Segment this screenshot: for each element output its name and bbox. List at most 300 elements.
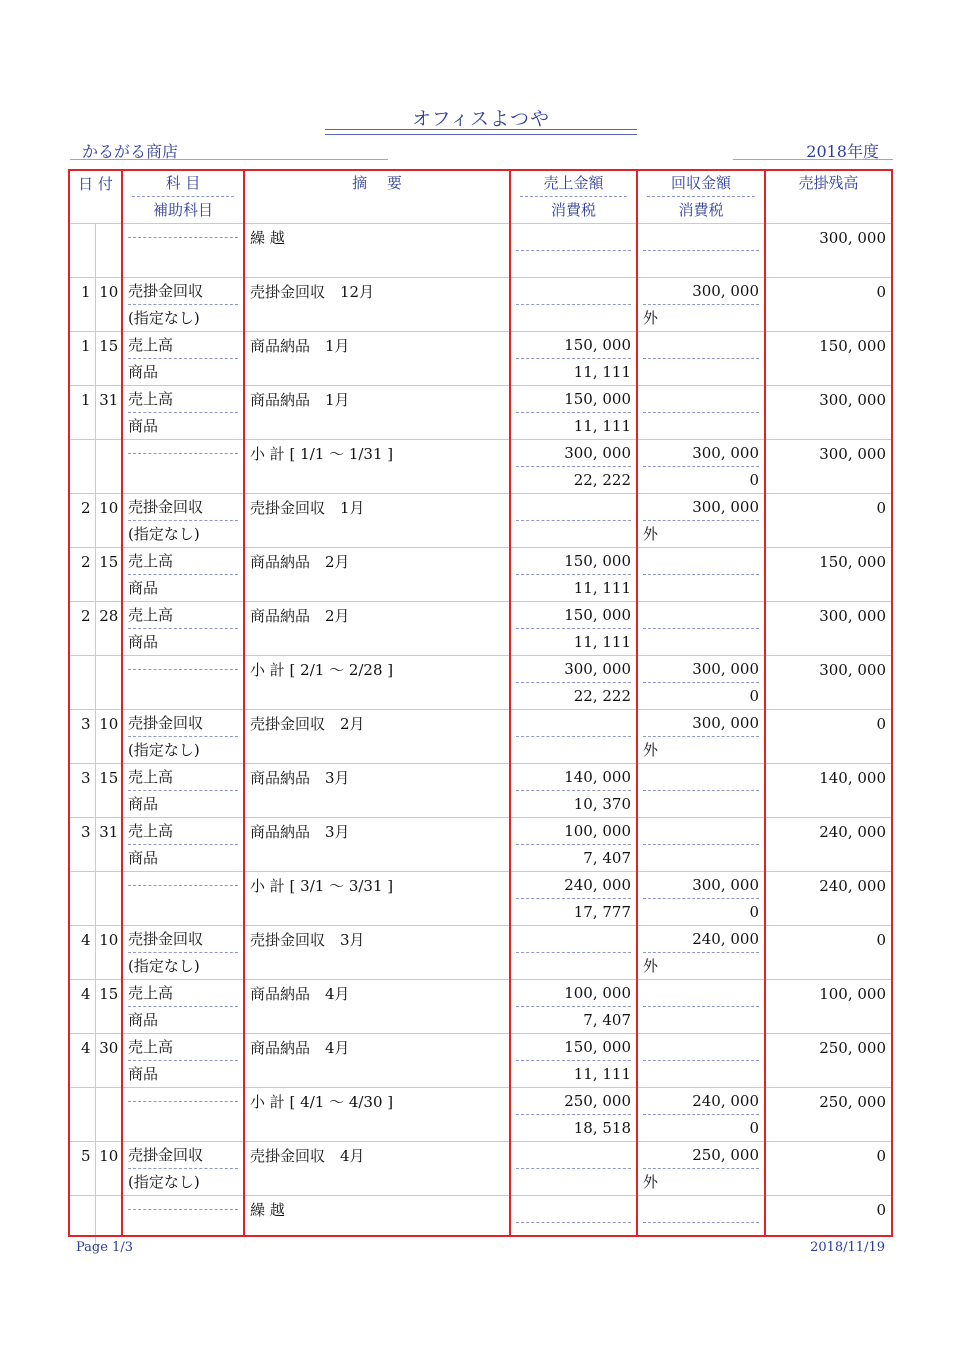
ledger-entry bbox=[69, 494, 892, 522]
entry-account: 売上高 bbox=[122, 818, 244, 846]
entry-sales bbox=[510, 224, 637, 252]
entry-month bbox=[69, 872, 95, 900]
entry-month: 1 bbox=[69, 332, 95, 360]
entry-day-blank bbox=[95, 1007, 122, 1034]
entry-description: 商品納品 4月 bbox=[244, 1034, 510, 1062]
ledger-entry-sub bbox=[69, 737, 892, 764]
entry-day-blank bbox=[95, 1115, 122, 1142]
entry-balance-blank bbox=[765, 899, 892, 926]
entry-description: 商品納品 2月 bbox=[244, 548, 510, 576]
entry-description-blank bbox=[244, 845, 510, 872]
entry-description-blank bbox=[244, 899, 510, 926]
entry-collected-tax: 外 bbox=[643, 309, 659, 327]
ledger-entry-sub bbox=[69, 359, 892, 386]
entry-subaccount: (指定なし) bbox=[128, 1173, 200, 1191]
entry-sales: 100, 000 bbox=[510, 980, 637, 1008]
entry-description: 商品納品 1月 bbox=[244, 386, 510, 414]
entry-description-blank bbox=[244, 953, 510, 980]
entry-sales: 150, 000 bbox=[510, 602, 637, 630]
ledger-entry bbox=[69, 386, 892, 414]
entry-day: 10 bbox=[95, 710, 122, 738]
company-name: オフィスよつや bbox=[412, 108, 550, 130]
entry-tax bbox=[510, 1223, 637, 1249]
entry-description: 売掛金回収 3月 bbox=[244, 926, 510, 954]
entry-tax: 11, 111 bbox=[573, 1065, 631, 1083]
entry-subaccount: (指定なし) bbox=[128, 525, 200, 543]
entry-collected bbox=[637, 1196, 765, 1224]
entry-balance-blank bbox=[765, 251, 892, 278]
entry-balance-blank bbox=[765, 1007, 892, 1034]
entry-balance: 250, 000 bbox=[765, 1088, 892, 1116]
entry-day bbox=[95, 440, 122, 468]
entry-tax bbox=[510, 953, 637, 980]
ledger-entry-sub bbox=[69, 899, 892, 926]
entry-sales bbox=[510, 1142, 637, 1170]
entry-day-blank bbox=[95, 683, 122, 710]
entry-collected: 300, 000 bbox=[637, 872, 765, 900]
entry-account bbox=[122, 872, 244, 900]
ledger-entry bbox=[69, 548, 892, 576]
entry-balance: 300, 000 bbox=[765, 440, 892, 468]
entry-collected bbox=[637, 1034, 765, 1062]
entry-collected-tax bbox=[637, 575, 765, 602]
entry-account: 売掛金回収 bbox=[122, 710, 244, 738]
entry-subaccount: (指定なし) bbox=[128, 741, 200, 759]
col-collected-tax-header: 消費税 bbox=[678, 201, 724, 219]
entry-day bbox=[95, 1196, 122, 1224]
entry-description-blank bbox=[244, 1115, 510, 1142]
ledger-entry bbox=[69, 278, 892, 306]
entry-collected: 300, 000 bbox=[637, 278, 765, 306]
print-date: 2018/11/19 bbox=[810, 1240, 885, 1255]
entry-balance: 300, 000 bbox=[765, 656, 892, 684]
ledger-entry bbox=[69, 710, 892, 738]
entry-balance-blank bbox=[765, 359, 892, 386]
entry-collected bbox=[637, 332, 765, 360]
entry-day bbox=[95, 656, 122, 684]
entry-balance-blank bbox=[765, 575, 892, 602]
entry-account: 売上高 bbox=[122, 386, 244, 414]
entry-month-blank bbox=[69, 791, 95, 818]
entry-month-blank bbox=[69, 737, 95, 764]
entry-sales: 150, 000 bbox=[510, 386, 637, 414]
entry-subaccount bbox=[122, 683, 244, 710]
entry-balance: 0 bbox=[765, 1142, 892, 1170]
entry-tax bbox=[510, 737, 637, 764]
entry-balance-blank bbox=[765, 845, 892, 872]
entry-description: 小 計 [ 4/1 ～ 4/30 ] bbox=[244, 1088, 510, 1116]
entry-month: 2 bbox=[69, 602, 95, 630]
fiscal-year: 2018年度 bbox=[806, 142, 879, 161]
entry-description-blank bbox=[244, 1007, 510, 1034]
entry-month bbox=[69, 1196, 95, 1224]
entry-balance-blank bbox=[765, 791, 892, 818]
entry-collected bbox=[637, 386, 765, 414]
entry-description-blank bbox=[244, 683, 510, 710]
ledger-entry bbox=[69, 1034, 892, 1062]
entry-balance-blank bbox=[765, 629, 892, 656]
ledger-entry bbox=[69, 1088, 892, 1116]
entry-collected-tax: 外 bbox=[643, 525, 659, 543]
entry-tax: 22, 222 bbox=[573, 687, 631, 705]
ledger-entry bbox=[69, 656, 892, 684]
entry-account: 売掛金回収 bbox=[122, 926, 244, 954]
ledger-entry-sub bbox=[69, 467, 892, 494]
ledger-entry bbox=[69, 980, 892, 1008]
entry-account bbox=[122, 224, 244, 252]
entry-tax: 22, 222 bbox=[573, 471, 631, 489]
entry-description: 商品納品 2月 bbox=[244, 602, 510, 630]
entry-account bbox=[122, 1196, 244, 1224]
entry-collected: 300, 000 bbox=[637, 710, 765, 738]
entry-month-blank bbox=[69, 1061, 95, 1088]
entry-description-blank bbox=[244, 1169, 510, 1196]
entry-balance: 150, 000 bbox=[765, 332, 892, 360]
entry-day-blank bbox=[95, 575, 122, 602]
entry-month-blank bbox=[69, 1169, 95, 1196]
col-sales-header: 売上金額 bbox=[510, 170, 637, 197]
entry-collected-tax: 外 bbox=[643, 957, 659, 975]
separator-sales bbox=[636, 170, 638, 1236]
entry-collected-tax: 0 bbox=[749, 687, 759, 705]
ledger-entry bbox=[69, 602, 892, 630]
entry-day-blank bbox=[95, 629, 122, 656]
entry-balance: 240, 000 bbox=[765, 818, 892, 846]
entry-day-blank bbox=[95, 521, 122, 548]
entry-collected-tax bbox=[637, 251, 765, 278]
entry-balance: 0 bbox=[765, 926, 892, 954]
entry-month: 5 bbox=[69, 1142, 95, 1170]
ledger-entry-sub bbox=[69, 953, 892, 980]
entry-balance: 0 bbox=[765, 710, 892, 738]
col-date-header: 日 付 bbox=[78, 174, 113, 193]
entry-tax bbox=[510, 305, 637, 332]
entry-day: 30 bbox=[95, 1034, 122, 1062]
entry-balance: 100, 000 bbox=[765, 980, 892, 1008]
ledger-entry-sub bbox=[69, 845, 892, 872]
customer-underline bbox=[70, 159, 388, 160]
entry-month: 4 bbox=[69, 926, 95, 954]
entry-balance: 300, 000 bbox=[765, 224, 892, 252]
entry-month: 3 bbox=[69, 764, 95, 792]
entry-collected-tax: 0 bbox=[749, 471, 759, 489]
entry-collected-tax bbox=[637, 1007, 765, 1034]
entry-month-blank bbox=[69, 1115, 95, 1142]
entry-month: 1 bbox=[69, 278, 95, 306]
entry-description-blank bbox=[244, 413, 510, 440]
entry-collected: 240, 000 bbox=[637, 926, 765, 954]
entry-subaccount bbox=[122, 1223, 244, 1249]
entry-day-blank bbox=[95, 305, 122, 332]
entry-balance: 150, 000 bbox=[765, 548, 892, 576]
entry-tax bbox=[510, 251, 637, 278]
entry-description: 売掛金回収 1月 bbox=[244, 494, 510, 522]
entry-balance-blank bbox=[765, 413, 892, 440]
entry-balance-blank bbox=[765, 737, 892, 764]
entry-balance-blank bbox=[765, 1115, 892, 1142]
ledger-entry-sub bbox=[69, 791, 892, 818]
entry-sales bbox=[510, 1196, 637, 1224]
entry-month-blank bbox=[69, 845, 95, 872]
ledger-entry-sub bbox=[69, 1007, 892, 1034]
entry-description-blank bbox=[244, 629, 510, 656]
entry-subaccount bbox=[122, 467, 244, 494]
entry-month-blank bbox=[69, 629, 95, 656]
entry-day: 28 bbox=[95, 602, 122, 630]
ledger-entry bbox=[69, 332, 892, 360]
entry-day bbox=[95, 872, 122, 900]
ledger-entry-sub bbox=[69, 521, 892, 548]
company-underline bbox=[325, 129, 637, 135]
entry-description-blank bbox=[244, 791, 510, 818]
ledger-entry-sub bbox=[69, 683, 892, 710]
ledger-entry bbox=[69, 818, 892, 846]
entry-day: 10 bbox=[95, 926, 122, 954]
entry-description: 小 計 [ 1/1 ～ 1/31 ] bbox=[244, 440, 510, 468]
entry-collected-tax: 0 bbox=[749, 1119, 759, 1137]
separator-account bbox=[243, 170, 245, 1236]
entry-balance: 0 bbox=[765, 1196, 892, 1224]
entry-day-blank bbox=[95, 1061, 122, 1088]
entry-tax bbox=[510, 1169, 637, 1196]
entry-subaccount: 商品 bbox=[128, 579, 159, 597]
entry-month bbox=[69, 656, 95, 684]
ledger-entry-sub bbox=[69, 251, 892, 278]
entry-day-blank bbox=[95, 899, 122, 926]
entry-sales bbox=[510, 494, 637, 522]
entry-day-blank bbox=[95, 413, 122, 440]
entry-month-blank bbox=[69, 521, 95, 548]
entry-description: 売掛金回収 2月 bbox=[244, 710, 510, 738]
entry-collected bbox=[637, 224, 765, 252]
entry-day: 15 bbox=[95, 548, 122, 576]
ledger-entry-sub bbox=[69, 1061, 892, 1088]
entry-month: 4 bbox=[69, 980, 95, 1008]
separator-date bbox=[121, 170, 123, 1236]
entry-subaccount: 商品 bbox=[128, 633, 159, 651]
entry-account: 売掛金回収 bbox=[122, 278, 244, 306]
entry-collected-tax: 外 bbox=[643, 1173, 659, 1191]
entry-tax: 17, 777 bbox=[573, 903, 631, 921]
ledger-table bbox=[69, 170, 892, 1236]
entry-description-blank bbox=[244, 305, 510, 332]
entry-subaccount: 商品 bbox=[128, 1011, 159, 1029]
entry-sales: 300, 000 bbox=[510, 656, 637, 684]
entry-month-blank bbox=[69, 413, 95, 440]
entry-account: 売上高 bbox=[122, 1034, 244, 1062]
entry-subaccount: 商品 bbox=[128, 363, 159, 381]
entry-month-blank bbox=[69, 1007, 95, 1034]
entry-month: 1 bbox=[69, 386, 95, 414]
entry-subaccount: 商品 bbox=[128, 795, 159, 813]
entry-subaccount: 商品 bbox=[128, 417, 159, 435]
entry-subaccount bbox=[122, 1115, 244, 1142]
entry-collected-tax bbox=[637, 629, 765, 656]
entry-description: 小 計 [ 2/1 ～ 2/28 ] bbox=[244, 656, 510, 684]
entry-description: 売掛金回収 12月 bbox=[244, 278, 510, 306]
entry-balance-blank bbox=[765, 953, 892, 980]
entry-month: 2 bbox=[69, 494, 95, 522]
entry-balance-blank bbox=[765, 1169, 892, 1196]
entry-balance: 300, 000 bbox=[765, 386, 892, 414]
entry-day: 10 bbox=[95, 494, 122, 522]
entry-tax: 18, 518 bbox=[573, 1119, 631, 1137]
entry-tax: 7, 407 bbox=[583, 849, 631, 867]
separator-collected bbox=[764, 170, 766, 1236]
entry-description-blank bbox=[244, 1061, 510, 1088]
entry-collected bbox=[637, 818, 765, 846]
entry-collected-tax: 0 bbox=[749, 903, 759, 921]
entry-account: 売上高 bbox=[122, 548, 244, 576]
entry-day: 31 bbox=[95, 818, 122, 846]
entry-tax: 7, 407 bbox=[583, 1011, 631, 1029]
entry-description: 商品納品 1月 bbox=[244, 332, 510, 360]
entry-day: 15 bbox=[95, 980, 122, 1008]
ledger-entry-sub bbox=[69, 629, 892, 656]
ledger-entry bbox=[69, 872, 892, 900]
entry-month-blank bbox=[69, 251, 95, 278]
entry-subaccount: 商品 bbox=[128, 849, 159, 867]
entry-description-blank bbox=[244, 359, 510, 386]
entry-month-blank bbox=[69, 467, 95, 494]
page-number: Page 1/3 bbox=[76, 1240, 133, 1255]
entry-sales: 150, 000 bbox=[510, 1034, 637, 1062]
entry-collected: 300, 000 bbox=[637, 440, 765, 468]
entry-account: 売上高 bbox=[122, 332, 244, 360]
col-tax-header: 消費税 bbox=[550, 201, 596, 219]
entry-description-blank bbox=[244, 251, 510, 278]
entry-tax: 10, 370 bbox=[573, 795, 631, 813]
entry-collected: 240, 000 bbox=[637, 1088, 765, 1116]
entry-subaccount: 商品 bbox=[128, 1065, 159, 1083]
entry-month-blank bbox=[69, 359, 95, 386]
entry-month: 4 bbox=[69, 1034, 95, 1062]
entry-tax: 11, 111 bbox=[573, 633, 631, 651]
col-description-header: 摘 要 bbox=[352, 174, 402, 192]
entry-day-blank bbox=[95, 845, 122, 872]
entry-collected bbox=[637, 602, 765, 630]
entry-collected-tax: 外 bbox=[643, 741, 659, 759]
entry-description: 繰 越 bbox=[244, 1196, 510, 1224]
col-collected-header: 回収金額 bbox=[637, 170, 765, 197]
ledger-entry bbox=[69, 224, 892, 252]
ledger-entry bbox=[69, 764, 892, 792]
entry-day: 15 bbox=[95, 332, 122, 360]
entry-description-blank bbox=[244, 575, 510, 602]
entry-day: 15 bbox=[95, 764, 122, 792]
entry-balance-blank bbox=[765, 683, 892, 710]
entry-sales: 100, 000 bbox=[510, 818, 637, 846]
entry-balance: 0 bbox=[765, 494, 892, 522]
entry-tax bbox=[510, 521, 637, 548]
entry-day: 31 bbox=[95, 386, 122, 414]
entry-collected bbox=[637, 764, 765, 792]
entry-collected-tax bbox=[637, 1061, 765, 1088]
ledger-entry bbox=[69, 440, 892, 468]
entry-account: 売掛金回収 bbox=[122, 494, 244, 522]
customer-name: かるがる商店 bbox=[82, 142, 179, 161]
entry-description: 商品納品 3月 bbox=[244, 818, 510, 846]
entry-sales: 300, 000 bbox=[510, 440, 637, 468]
entry-day-blank bbox=[95, 791, 122, 818]
entry-month bbox=[69, 1088, 95, 1116]
entry-day-blank bbox=[95, 467, 122, 494]
entry-collected: 300, 000 bbox=[637, 494, 765, 522]
entry-day-blank bbox=[95, 953, 122, 980]
entry-description-blank bbox=[244, 737, 510, 764]
entry-day-blank bbox=[95, 251, 122, 278]
entry-balance-blank bbox=[765, 305, 892, 332]
entry-balance-blank bbox=[765, 467, 892, 494]
entry-collected-tax bbox=[637, 791, 765, 818]
entry-collected-tax bbox=[637, 359, 765, 386]
entry-account bbox=[122, 440, 244, 468]
entry-month-blank bbox=[69, 575, 95, 602]
entry-month: 3 bbox=[69, 818, 95, 846]
entry-sales: 150, 000 bbox=[510, 332, 637, 360]
entry-description: 商品納品 3月 bbox=[244, 764, 510, 792]
fiscal-underline bbox=[733, 159, 893, 160]
entry-month bbox=[69, 440, 95, 468]
entry-tax: 11, 111 bbox=[573, 579, 631, 597]
ledger-entry-sub bbox=[69, 413, 892, 440]
entry-month-blank bbox=[69, 305, 95, 332]
ledger-entry-sub bbox=[69, 1115, 892, 1142]
entry-description-blank bbox=[244, 467, 510, 494]
entry-collected: 250, 000 bbox=[637, 1142, 765, 1170]
entry-sales bbox=[510, 926, 637, 954]
ledger-entry-sub bbox=[69, 575, 892, 602]
entry-day bbox=[95, 224, 122, 252]
entry-description: 商品納品 4月 bbox=[244, 980, 510, 1008]
entry-tax: 11, 111 bbox=[573, 363, 631, 381]
entry-day-blank bbox=[95, 359, 122, 386]
entry-balance-blank bbox=[765, 521, 892, 548]
entry-subaccount: (指定なし) bbox=[128, 309, 200, 327]
entry-sales: 250, 000 bbox=[510, 1088, 637, 1116]
entry-subaccount bbox=[122, 251, 244, 278]
entry-collected: 300, 000 bbox=[637, 656, 765, 684]
entry-balance-blank bbox=[765, 1061, 892, 1088]
entry-description: 売掛金回収 4月 bbox=[244, 1142, 510, 1170]
entry-account: 売上高 bbox=[122, 602, 244, 630]
entry-account: 売掛金回収 bbox=[122, 1142, 244, 1170]
col-date-header-blank bbox=[69, 197, 122, 224]
entry-collected-tax bbox=[637, 1223, 765, 1249]
header-row-1 bbox=[69, 170, 892, 197]
entry-sales: 150, 000 bbox=[510, 548, 637, 576]
ledger-entry-sub bbox=[69, 1169, 892, 1196]
entry-day: 10 bbox=[95, 1142, 122, 1170]
separator-description bbox=[509, 170, 511, 1236]
entry-account bbox=[122, 656, 244, 684]
entry-sales bbox=[510, 278, 637, 306]
entry-balance: 300, 000 bbox=[765, 602, 892, 630]
entry-month bbox=[69, 224, 95, 252]
ledger-entry bbox=[69, 1142, 892, 1170]
entry-month-blank bbox=[69, 953, 95, 980]
entry-account: 売上高 bbox=[122, 980, 244, 1008]
entry-account bbox=[122, 1088, 244, 1116]
entry-month: 2 bbox=[69, 548, 95, 576]
col-account-header: 科 目 bbox=[122, 170, 244, 197]
entry-balance: 140, 000 bbox=[765, 764, 892, 792]
entry-day bbox=[95, 1088, 122, 1116]
entry-month-blank bbox=[69, 683, 95, 710]
entry-month: 3 bbox=[69, 710, 95, 738]
entry-sales: 140, 000 bbox=[510, 764, 637, 792]
ledger-entry bbox=[69, 1196, 892, 1224]
